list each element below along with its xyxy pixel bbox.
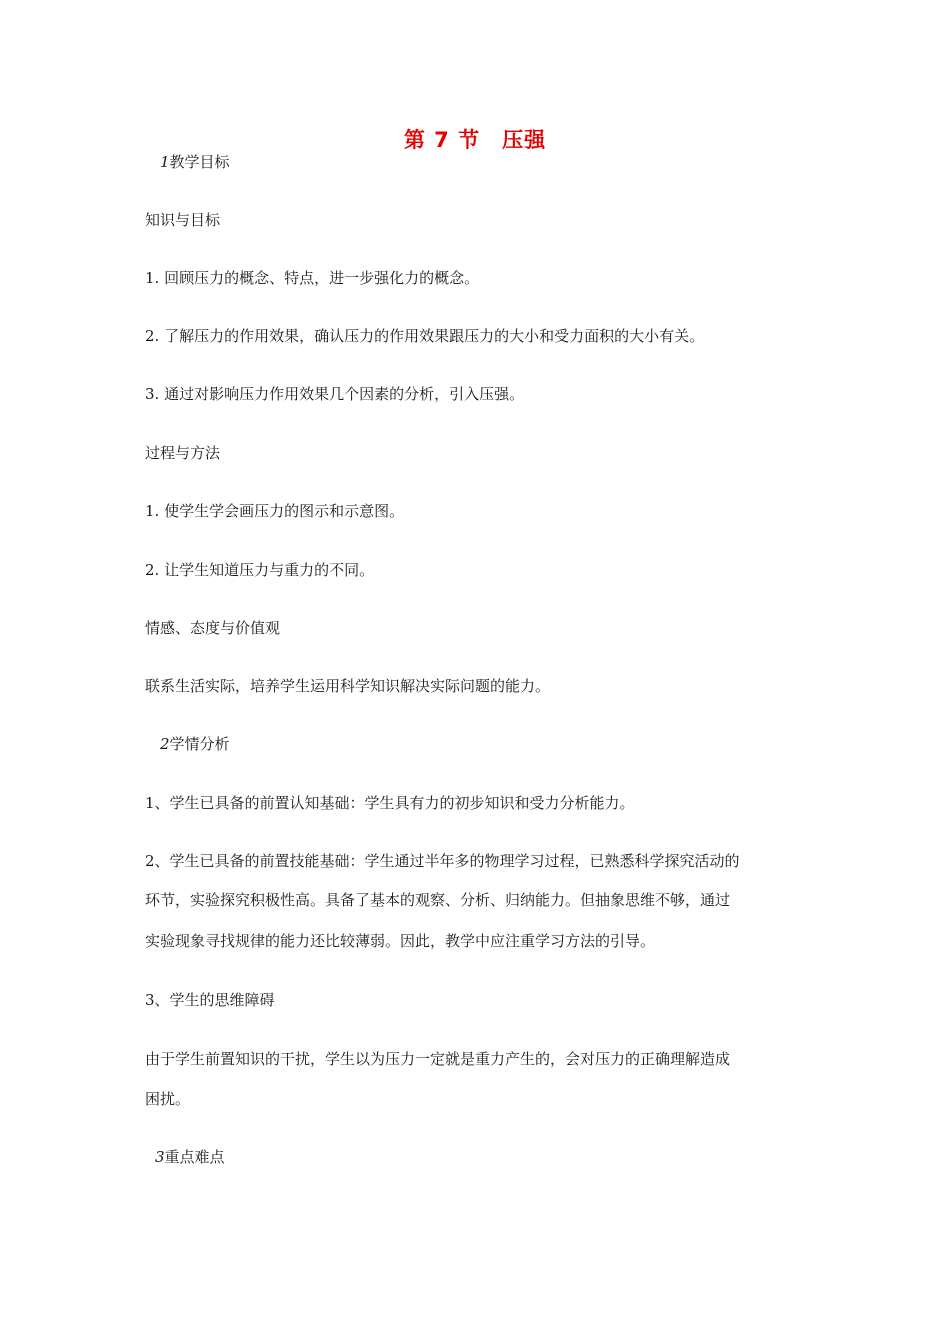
knowledge-item-3: 3. 通过对影响压力作用效果几个因素的分析，引入压强。 [145, 385, 525, 403]
subheading-emotion: 情感、态度与价值观 [145, 619, 281, 637]
emotion-item-1: 联系生活实际，培养学生运用科学知识解决实际问题的能力。 [145, 677, 551, 695]
section-number: 2 [160, 735, 170, 753]
page-title: 第 7 节 压强 [403, 128, 547, 152]
section-heading-student-analysis [160, 734, 230, 754]
analysis-item-4-line-2: 困扰。 [145, 1090, 191, 1108]
analysis-item-1: 1、学生已具备的前置认知基础：学生具有力的初步知识和受力分析能力。 [145, 794, 635, 812]
process-item-1: 1. 使学生学会画压力的图示和示意图。 [145, 502, 405, 520]
analysis-item-2-line-2: 环节，实验探究积极性高。具备了基本的观察、分析、归纳能力。但抽象思维不够，通过 [145, 891, 731, 909]
section-heading-key-points [155, 1147, 225, 1167]
subheading-process: 过程与方法 [145, 444, 221, 462]
section-label: 重点难点 [164, 1148, 225, 1166]
analysis-item-3: 3、学生的思维障碍 [145, 991, 275, 1009]
knowledge-item-1: 1. 回顾压力的概念、特点，进一步强化力的概念。 [145, 269, 480, 287]
analysis-item-2-line-3: 实验现象寻找规律的能力还比较薄弱。因此，教学中应注重学习方法的引导。 [145, 932, 656, 950]
section-label: 学情分析 [169, 735, 230, 753]
knowledge-item-2: 2. 了解压力的作用效果，确认压力的作用效果跟压力的大小和受力面积的大小有关。 [145, 327, 705, 345]
section-heading-teaching-goals [160, 152, 230, 172]
analysis-item-4-line-1: 由于学生前置知识的干扰，学生以为压力一定就是重力产生的，会对压力的正确理解造成 [145, 1050, 731, 1068]
subheading-knowledge: 知识与目标 [145, 211, 221, 229]
section-number: 1 [160, 153, 170, 171]
section-number: 3 [155, 1148, 165, 1166]
analysis-item-2-line-1: 2、学生已具备的前置技能基础：学生通过半年多的物理学习过程，已熟悉科学探究活动的 [145, 852, 740, 870]
process-item-2: 2. 让学生知道压力与重力的不同。 [145, 561, 375, 579]
section-label: 教学目标 [169, 153, 230, 171]
